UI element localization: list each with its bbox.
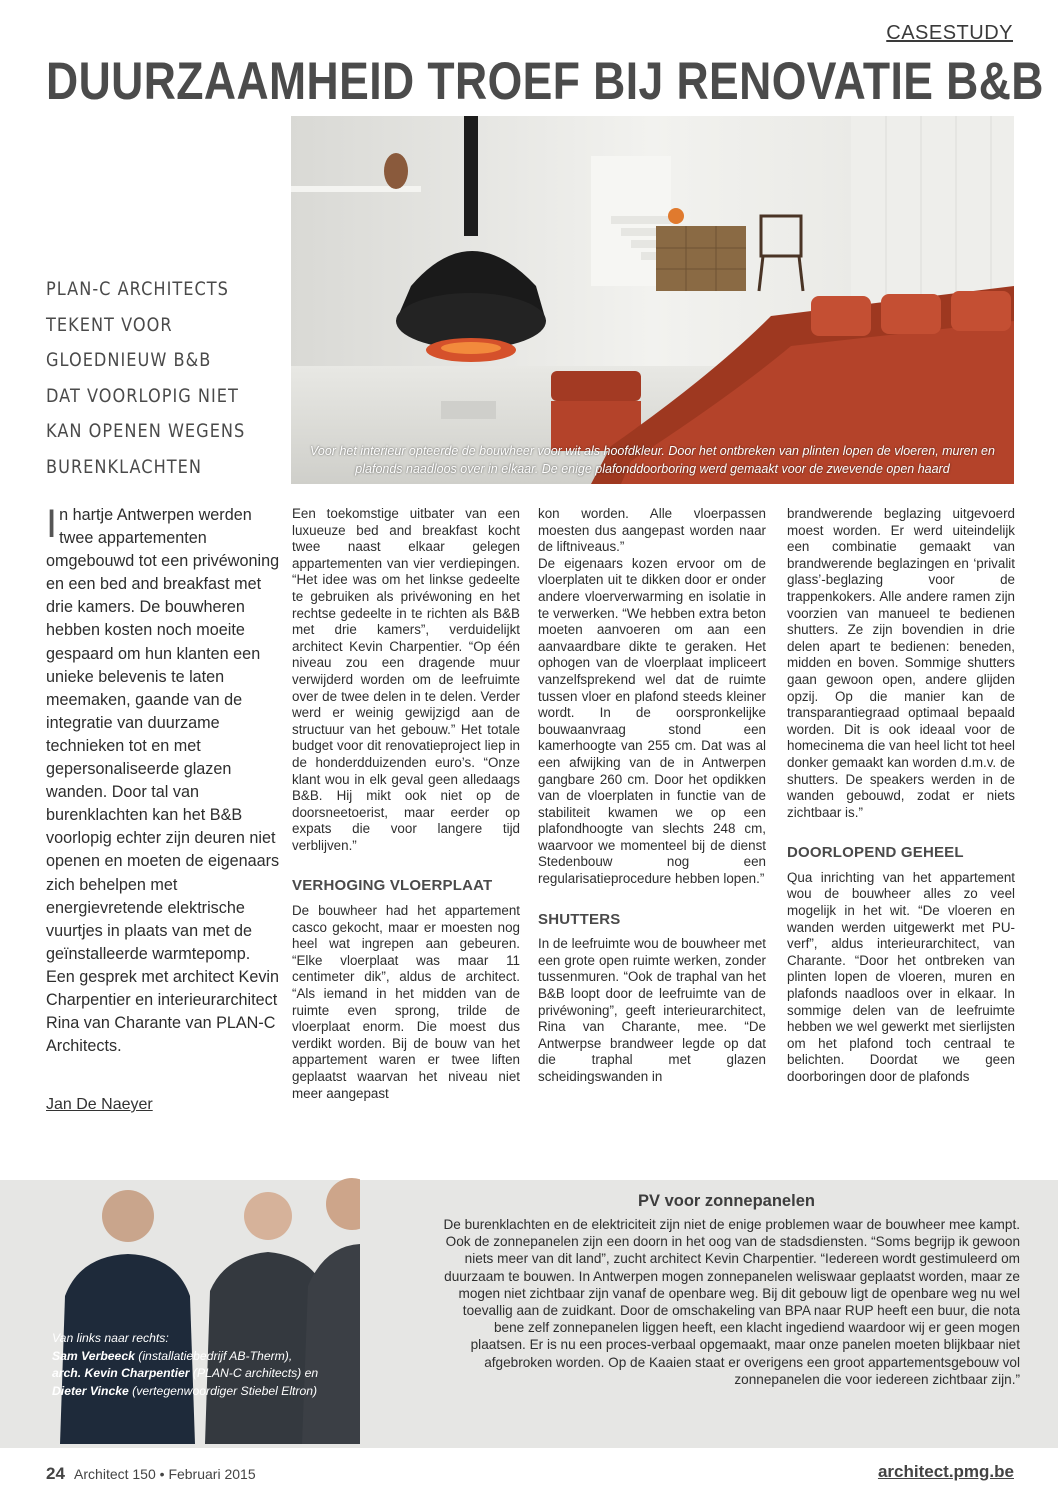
caption-intro: Van links naar rechts: xyxy=(52,1331,169,1345)
page-footer xyxy=(46,1464,256,1484)
issue-info: Architect 150 • Februari 2015 xyxy=(74,1466,256,1482)
people-photo xyxy=(40,1176,360,1444)
paragraph: Een toekomstige uitbater van een luxueuze bed and breakfast kocht twee naast elkaar gelegen appartementen van vier verdiepingen. “Het idee was om het linkse gedeelte te gebruiken als privéwoning en het rechtse gedeelte in te richten als B&B met drie kamers”, verduidelijkt architect Kevin Charpentier. “Op één niveau zou een dragende muur verwijderd worden om de leefruimte over de twee delen in te delen. Verder werd er weinig gewijzigd aan de structuur van het gebouw.” Het totale budget voor dit renovatieproject liep in de honderdduizenden euro’s. “Onze klant wou in elk geval geen alledaags B&B. Hij mikt ook niet op de doorsneetoerist, maar eerder op expats die voor langere tijd verblijven.” xyxy=(292,506,520,853)
website-link[interactable]: architect.pmg.be xyxy=(877,1462,1014,1481)
paragraph: Qua inrichting van het appartement wou de bouwheer alles zo veel mogelijk in het wit. “De vloeren en wanden werden uitgewerkt met PU-verf”, aldus interieurarchitect, van Charante. “Door het ontbreken van plinten lopen de vloeren, muren en plafonds naadloos over in elkaar. In sommige delen van de leefruimte hebben we wel gewerkt met sierlijsten om het plafond toch centraal te belichten. Doordat we geen doorboringen door de plafonds xyxy=(787,869,1015,1084)
sidebar-title: PV voor zonnepanelen xyxy=(638,1192,815,1210)
drop-cap: I xyxy=(46,502,58,546)
people-caption xyxy=(52,1330,352,1400)
article-column-2 xyxy=(538,506,766,1086)
lead-line: GLOEDNIEUW B&B xyxy=(46,349,212,371)
person-name: arch. Kevin Charpentier xyxy=(52,1366,190,1380)
caption-line-1: Voor het interieur opteerde de bouwheer voor wit als hoofdkleur. Door het ontbreken van plinten lopen de vloeren, muren en xyxy=(310,444,995,458)
paragraph: In de leefruimte wou de bouwheer met een grote open ruimte werken, zonder tussenmuren. “Ook de traphal van het B&B loopt door de leefruimte van de privéwoning”, geeft interieurarchitect, Rina van Charante, mee. “De Antwerpse brandweer legde op dat die traphal met glazen scheidingswanden in xyxy=(538,936,766,1084)
lead-text xyxy=(46,272,284,485)
person-role: (vertegenwoordiger Stiebel Eltron) xyxy=(132,1383,318,1398)
paragraph: brandwerende beglazing uitgevoerd moest worden. Er werd uiteindelijk een combinatie gemaakt van brandwerende beglazingen en ‘privalit glass’-beglazing voor de trappenkokers. Alle andere ramen zijn voorzien van manueel te bedienen shutters. Ze zijn bovendien in drie delen apart te bedienen: beneden, midden en boven. Sommige shutters gaan gewoon open, andere glijden opzij. Op die manier kan de transparantiegraad optimaal bepaald worden. Dit is ook ideaal voor de homecinema die van heel licht tot heel donker gemaakt kan worden d.m.v. de shutters. De speakers werden in de wanden gebouwd, zodat er niets zichtbaar is.” xyxy=(787,506,1015,820)
lead-line: BURENKLACHTEN xyxy=(46,455,202,478)
sidebar-text: De burenklachten en de elektriciteit zijn niet de enige problemen waar de bouwheer mee kampt. Ook de zonnepanelen zijn een doorn in het oog van de stadsdiensten. “Soms begrijp ik gewoon niets meer van dit land”, zucht architect Kevin Charpentier. “Iedereen wordt gestimuleerd om duurzaam te bouwen. In Antwerpen mogen zonnepanelen weliswaar geplaatst worden, maar ze mogen niet zichtbaar zijn vanaf de openbare weg. Bij dit gebouw ligt de openbare weg nu wel toevallig aan de zuidkant. Door de omschakeling van BPA naar RUP heeft een buur, die nota bene zelf zonnepanelen liggen heeft, een klacht ingediend waardoor wij er geen mogen plaatsen. Er is nu een proces-verbaal opgemaakt, maar onze panelen moeten blijkbaar niet afgebroken worden. Op de Kaaien staat er overigens een groot appartementsgebouw vol zonnepanelen die voor iedereen zichtbaar zijn.” xyxy=(443,1217,1020,1387)
person-name: Sam Verbeeck xyxy=(52,1348,135,1363)
article-headline: DUURZAAMHEID TROEF BIJ RENOVATIE B&B xyxy=(46,52,1044,111)
paragraph: De eigenaars kozen ervoor om de vloerplaten uit te dikken door er onder andere vloerverwarming en isolatie in te verwerken. “We hebben extra beton moeten aanvoeren om aan een aanvaardbare dikte te geraken. Het ophogen van de vloerplaat impliceert vanzelfsprekend wel dat de ruimte tussen vloer en plafond steeds kleiner wordt. In de oorspronkelijke bouwaanvraag stond een kamerhoogte van 255 cm. Dat was al een afwijking van de in Antwerpen gangbare 260 cm. Door het opdikken van de vloerplaten in functie van de stabiliteit kwamen we op een plafondhoogte van slechts 248 cm, waarvoor we momenteel bij de dienst Stedenbouw nog een regularisatieprocedure hebben lopen.” xyxy=(538,555,766,887)
article-column-1 xyxy=(292,506,520,1102)
paragraph: De bouwheer had het appartement casco gekocht, maar er moesten nog heel wat ingrepen aan gebeuren. “Elke vloerplaat was maar 11 centimeter dik”, aldus de architect. “Als iemand in het midden van de ruimte even sprong, trilde de vloerplaat enorm. Die moest dus verdikt worden. Bij de bouw van het appartement waren er twee liften geplaatst waarvan het niveau niet meer aangepast xyxy=(292,903,520,1101)
intro-text: n hartje Antwerpen werden twee appartementen omgebouwd tot een privéwoning en een bed and breakfast met drie kamers. De bouwheren hebben kosten noch moeite gespaard om hun klanten een unieke belevenis te laten meemaken, gaande van de integratie van duurzame technieken tot en met gepersonaliseerde glazen wanden. Door tal van burenklachten kan het B&B voorlopig echter zijn deuren niet openen en moeten de eigenaars zich behelpen met energievretende elektrische vuurtjes in plaats van met de geïnstalleerde warmtepomp. Een gesprek met architect Kevin Charpentier en interieurarchitect Rina van Charante van PLAN-C Architects. xyxy=(46,506,280,1056)
person-role: (PLAN-C architects) en xyxy=(192,1366,319,1380)
lead-line: KAN OPENEN WEGENS xyxy=(46,420,246,442)
lead-line: TEKENT VOOR xyxy=(46,313,173,336)
photo-caption xyxy=(291,442,1014,478)
author-byline: Jan De Naeyer xyxy=(46,1096,153,1113)
section-tag: CASESTUDY xyxy=(886,22,1013,44)
interior-illustration xyxy=(291,116,1014,484)
caption-line-2: plafonds naadloos over in elkaar. De enige plafonddoorboring werd gemaakt voor de zwevende open haard xyxy=(355,462,950,476)
interior-photo xyxy=(291,116,1014,484)
person-name: Dieter Vincke xyxy=(52,1383,129,1398)
intro-paragraph xyxy=(46,504,280,1058)
subheading: SHUTTERS xyxy=(538,910,621,928)
statue-icon xyxy=(384,153,408,189)
lead-line: DAT VOORLOPIG NIET xyxy=(46,384,239,407)
subheading: VERHOGING VLOERPLAAT xyxy=(292,877,493,895)
page-number: 24 xyxy=(46,1464,65,1483)
people-illustration xyxy=(40,1176,360,1444)
subheading: DOORLOPEND GEHEEL xyxy=(787,844,964,862)
lead-line: PLAN-C ARCHITECTS xyxy=(46,278,229,300)
paragraph: kon worden. Alle vloerpassen moesten dus aangepast worden naar de liftniveaus.” xyxy=(538,506,766,555)
person-role: (installatiebedrijf AB-Therm), xyxy=(138,1348,293,1363)
article-column-3 xyxy=(787,506,1015,1086)
